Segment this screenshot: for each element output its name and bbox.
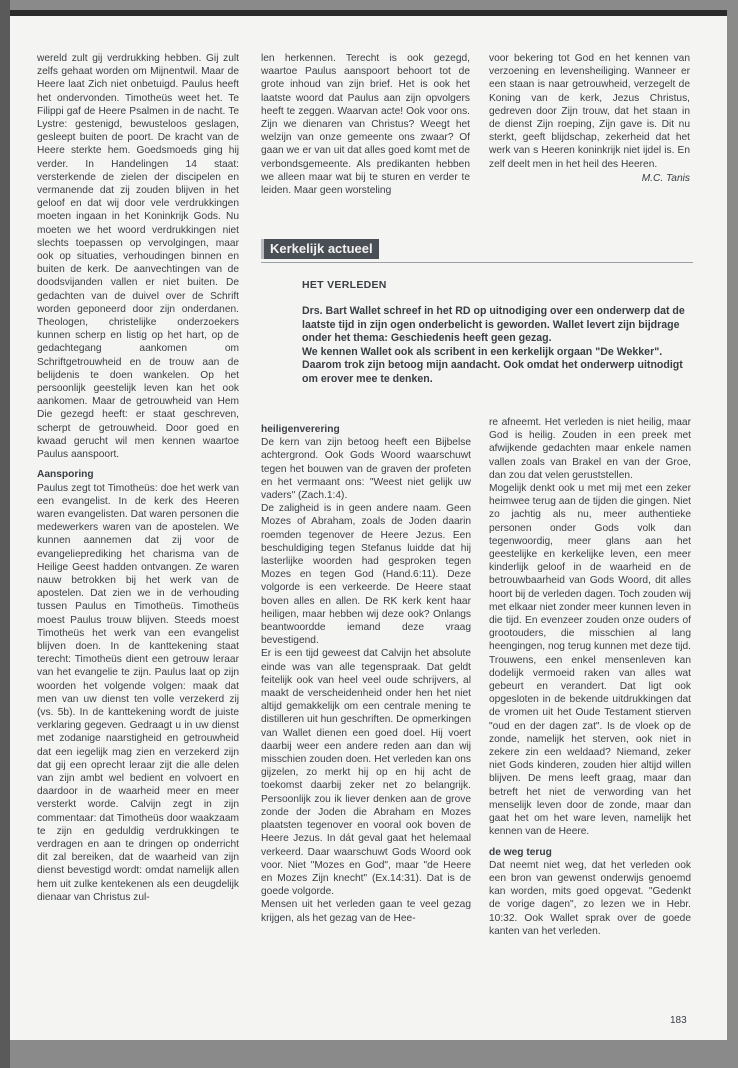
paragraph: re afneemt. Het verleden is niet heilig, maar God is heilig. Zouden in een preek met afwijkende gedachten maar enkele namen vallen zoals van Brakel en van der Groe, dan zou dat velen geruststellen. <box>489 417 691 481</box>
paragraph: Dat neemt niet weg, dat het verleden ook een bron van gewenst onderwijs genoemd kan worden, mits goed opgevat. "Gedenkt de vorige dagen", zo lezen we in Hebr. 10:32. Ook Wallet sprak over de goede kanten van het verleden. <box>489 859 691 937</box>
divider <box>261 262 693 263</box>
intro-paragraph: We kennen Wallet ook als scribent in een kerkelijk orgaan "De Wekker". Daarom trok zijn betoog mijn aandacht. Ook omdat het onderwerp uitnodigt om erover mee te denken. <box>302 345 683 385</box>
column-3-top <box>489 52 690 185</box>
article-intro <box>302 305 694 387</box>
column-1 <box>37 52 239 904</box>
paragraph: wereld zult gij verdrukking hebben. Gij zult zelfs gehaat worden om Mijnentwil. Maar de Heere laat Zich niet onbetuigd. Paulus heeft het ondervonden. Timotheüs weet het. Te Filippi gaf de Heere Psalmen in de nacht. Te Lystre: gestenigd, bewusteloos geslagen, gesleept buiten de poort. De kracht van de Heere sterkte hem. Goedsmoeds ging hij verder. In Handelingen 14 staat: versterkende de zielen der discipelen en vermanende dat zij zouden blijven in het geloof en dat wij door vele verdrukkingen moeten ingaan in het Koninkrijk Gods. Nu moeten we het woord verdrukkingen niet slechts toepassen op vervolgingen, maar ook op situaties, verhoudingen binnen en buiten de kerk. De aanvechtingen van de doodsvijanden vallen er niet buiten. De gedachten van de duivel over de Schrift worden geponeerd door zijn onderdanen. Theologen, christelijke onderzoekers kunnen scherp en listig op het hart, op de gedachtegang aankomen om Schriftgetrouwheid en de trouw aan de belijdenis te doen wankelen. Op het persoonlijk geestelijk leven kan het ook aankomen. Maar de getrouwheid van Hem Die gezegd heeft: er staat geschreven, scherpt de getrouwheid. Door goed en kwaad gerucht wil men kennen waartoe Paulus aanspoort. <box>37 53 239 461</box>
paragraph: De zaligheid is in geen andere naam. Geen Mozes of Abraham, zoals de Joden daarin roemden tegenover de Heere Jezus. Een beschuldiging tegen Stefanus luidde dat hij lasterlijke woorden had gesproken tegen Mozes en tegen God (Hand.6:11). Deze volgorde is een verkeerde. De Heere staat boven alles en allen. De RK kerk kent haar heiligen, maar hebben wij deze ook? Onlangs beantwoordde iemand deze vraag bevestigend. <box>261 503 471 647</box>
author-signature: M.C. Tanis <box>641 172 690 184</box>
page-top-border <box>10 10 727 16</box>
scan-edge <box>0 0 10 1068</box>
section-heading-aansporing: Aansporing <box>37 469 94 481</box>
column-2-bottom <box>261 416 471 925</box>
paragraph: Paulus zegt tot Timotheüs: doe het werk van een evangelist. In de kerk des Heeren waren evangelisten. Dat waren personen die medewerkers waren van de apostelen. We kunnen aannemen dat zij voor de evangelieprediking het charisma van de Heilige Geest hadden ontvangen. Ze waren nauw betrokken bij het werk van de apostelen. Dat zien we in de verhouding tussen Paulus en Timotheüs. Timotheüs moest Paulus trouw blijven. Steeds moest Timotheüs het werk van een evangelist blijven doen. In de kanttekening staat terecht: Timotheüs dient een getrouw leraar van het evangelie te zijn. Paulus laat op zijn woorden het volgende volgen: maak dat men van uw dienst ten volle verzekerd zij (vs. 5b). In de kanttekening wordt de juiste verklaring gegeven. Gedraagt u in uw dienst met zodanige naarstigheid en getrouwheid dat een iegelijk mag zien en verzekerd zijn dat gij een oprecht leraar zijt die alle delen van zijn ambt wel bedient en volvoert en daardoor in de waarheid meer en meer versterkt worde. Calvijn zegt in zijn commentaar: dat Timotheüs door waakzaam te zijn en geduldig verdrukkingen te verdragen en aan te dringen op onderricht dit zal bereiken, dat de waarheid van zijn dienst bevestigd wordt: omdat namelijk allen hem uit zulke kentekenen als een deugdelijk dienaar van Christus zul- <box>37 482 239 903</box>
article-title: HET VERLEDEN <box>302 279 387 291</box>
paragraph: De kern van zijn betoog heeft een Bijbelse achtergrond. Ook Gods Woord waarschuwt tegen het bouwen van de graven der profeten en het vermaant ons: "Weest niet gelijk uw vaders" (Zach.1:4). <box>261 437 471 502</box>
paragraph: Mensen uit het verleden gaan te veel gezag krijgen, als het gezag van de Hee- <box>261 899 471 924</box>
section-banner: Kerkelijk actueel <box>261 239 379 259</box>
column-2-top <box>261 52 470 197</box>
paragraph: voor bekering tot God en het kennen van verzoening en levensheiliging. Wanneer er een staan is naar getrouwheid, verzegelt de Koning van de kerk, Jezus Christus, gedreven door Zijn trouw, dat het staan in de dienst Zijn roeping, Zijn gave is. Dit nu sterkt, geeft blijdschap, zekerheid dat het werk van s Heeren koninkrijk niet ijdel is. En zelf deelt men in het heil des Heeren. <box>489 53 690 170</box>
intro-paragraph: Drs. Bart Wallet schreef in het RD op uitnodiging over een onderwerp dat de laatste tijd in zijn ogen onderbelicht is geworden. Wallet levert zijn bijdrage onder het thema: Geschiedenis heeft geen gezag. <box>302 305 685 345</box>
paragraph: len herkennen. Terecht is ook gezegd, waartoe Paulus aanspoort behoort tot de grote inhoud van zijn brief. Het is ook het laatste woord dat Paulus aan zijn opvolgers heeft te zeggen. Waarvan acte! Ook voor ons. Zijn we dienaren van Christus? Weegt het welzijn van onze gemeente ons zwaar? Of gaan we er van uit dat alles goed komt met de verbondsgemeente. Als predikanten hebben we alleen maar wat bij te sturen en verder te leiden. Maar geen worsteling <box>261 53 470 197</box>
paragraph: Er is een tijd geweest dat Calvijn het absolute einde was van alle tegenspraak. Dat geldt feitelijk ook van heel veel oude schrijvers, al maakt de verscheidenheid onder hen het niet altijd gemakkelijk om een centrale mening te distilleren uit hun geschriften. De opmerkingen van Wallet dienen een goed doel. Hij voert daarbij weer een andere reden aan dan wij misschien zouden doen. Het verleden kan ons gijzelen, zo merkt hij op en hij acht de toekomst daarbij zeker net zo belangrijk. Persoonlijk zou ik liever denken aan de grove zonde der Joden die Abraham en Mozes plaatsten tegenover en vooral ook boven de Heere Jezus. In dát geval gaat het helemaal verkeerd. Daar waarschuwt Gods Woord ook voor. Niet "Mozes en God", maar "de Heere en Mozes Zijn knecht" (Ex.14:31). Dat is de goede volgorde. <box>261 648 471 898</box>
page-number: 183 <box>670 1015 687 1026</box>
section-heading-heiligenverering: heiligenverering <box>261 424 340 435</box>
section-heading-de-weg-terug: de weg terug <box>489 846 552 858</box>
paragraph: Mogelijk denkt ook u met mij met een zeker heimwee terug aan de tijden die gingen. Niet zo jachtig als nu, meer authentieke personen onder Gods volk dan tegenwoordig, meer glans aan het geestelijke en kerkelijke leven, een meer kinderlijk geloof in de waarheid en de betrouwbaarheid van Gods Woord, dit alles hoort bij de verleden dagen. Toch zouden wij met elkaar niet zonder meer kunnen leven in die tijd. En evenzeer zouden onze ouders of grootouders, die misschien al lang heengingen, nog terug kunnen met deze tijd. Trouwens, een enkel mensenleven kan dodelijk vermoeid raken van alles wat gebeurt en verandert. Dat ligt ook opgesloten in de bekende uitdrukkingen dat de vromen uit het Oude Testament stierven "oud en der dagen zat". Is de vloek op de zonde, namelijk het sterven, ook niet in zekere zin een weldaad? Niemand, zeker niet Gods kinderen, zouden hier altijd willen blijven. De mens leeft graag, maar dan betreft het niet de verwording van het menselijk leven door de zonde, maar dan gaat het om het ware leven, namelijk het kennen van de Heere. <box>489 483 691 838</box>
column-3-bottom <box>489 416 691 938</box>
